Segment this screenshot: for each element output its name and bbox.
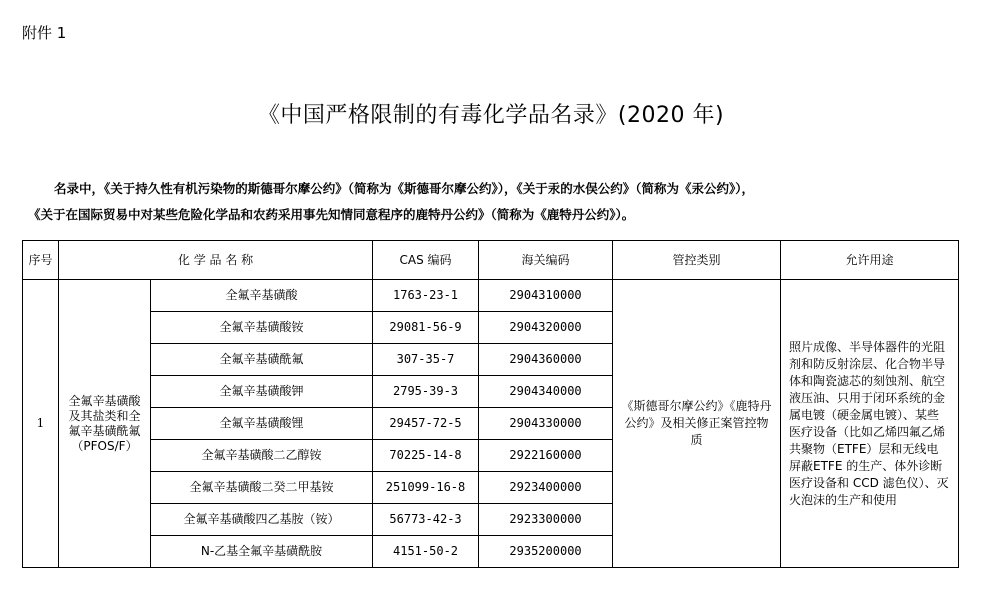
cas-code: 4151-50-2 [373,536,479,568]
chemical-name: 全氟辛基磺酸铵 [151,312,373,344]
intro-line-1: 名录中，《关于持久性有机污染物的斯德哥尔摩公约》（简称为《斯德哥尔摩公约》），《关于汞的水俣公约》（简称为《汞公约》）， [54,181,755,196]
intro-paragraph [28,176,973,228]
header-chemical-name: 化 学 品 名 称 [59,241,373,280]
cas-code: 70225-14-8 [373,440,479,472]
customs-code: 2935200000 [479,536,613,568]
header-permitted-uses: 允许用途 [781,241,959,280]
cas-code: 251099-16-8 [373,472,479,504]
table-header-row [23,241,959,280]
document-title: 《中国严格限制的有毒化学品名录》(2020 年) [257,103,725,128]
cas-code: 1763-23-1 [373,280,479,312]
chemical-name: N-乙基全氟辛基磺酰胺 [151,536,373,568]
header-cas: CAS 编码 [373,241,479,280]
cas-code: 56773-42-3 [373,504,479,536]
chemical-name: 全氟辛基磺酸二乙醇铵 [151,440,373,472]
chemical-name: 全氟辛基磺酸 [151,280,373,312]
intro-line-2: 《关于在国际贸易中对某些危险化学品和农药采用事先知情同意程序的鹿特丹公约》（简称为《鹿特丹公约》）。 [28,207,635,222]
customs-code: 2904360000 [479,344,613,376]
cas-code: 307-35-7 [373,344,479,376]
chemical-name: 全氟辛基磺酸二癸二甲基铵 [151,472,373,504]
customs-code: 2904340000 [479,376,613,408]
customs-code: 2923300000 [479,504,613,536]
chemical-name: 全氟辛基磺酸钾 [151,376,373,408]
group-name: 全氟辛基磺酸及其盐类和全氟辛基磺酰氟（PFOS/F） [59,280,151,568]
customs-code: 2923400000 [479,472,613,504]
header-customs-code: 海关编码 [479,241,613,280]
header-control-category: 管控类别 [613,241,781,280]
chemical-name: 全氟辛基磺酸四乙基胺（铵） [151,504,373,536]
group-control-category: 《斯德哥尔摩公约》《鹿特丹公约》及相关修正案管控物质 [613,280,781,568]
customs-code: 2904310000 [479,280,613,312]
attachment-label: 附件 1 [22,24,67,42]
group-seq: 1 [23,280,59,568]
chemicals-table [22,240,959,568]
chemical-name: 全氟辛基磺酸锂 [151,408,373,440]
cas-code: 2795-39-3 [373,376,479,408]
table-row [23,280,959,312]
chemical-name: 全氟辛基磺酰氟 [151,344,373,376]
customs-code: 2904330000 [479,408,613,440]
cas-code: 29081-56-9 [373,312,479,344]
customs-code: 2904320000 [479,312,613,344]
header-seq: 序号 [23,241,59,280]
group-permitted-uses: 照片成像、半导体器件的光阻剂和防反射涂层、化合物半导体和陶瓷滤芯的刻蚀剂、航空液压油、只用于闭环系统的金属电镀（硬金属电镀）、某些医疗设备（比如乙烯四氟乙烯共聚物（ETFE）层和无线电屏蔽ETFE 的生产、体外诊断医疗设备和 CCD 滤色仪）、灭火泡沫的生产和使用 [781,280,959,568]
customs-code: 2922160000 [479,440,613,472]
cas-code: 29457-72-5 [373,408,479,440]
